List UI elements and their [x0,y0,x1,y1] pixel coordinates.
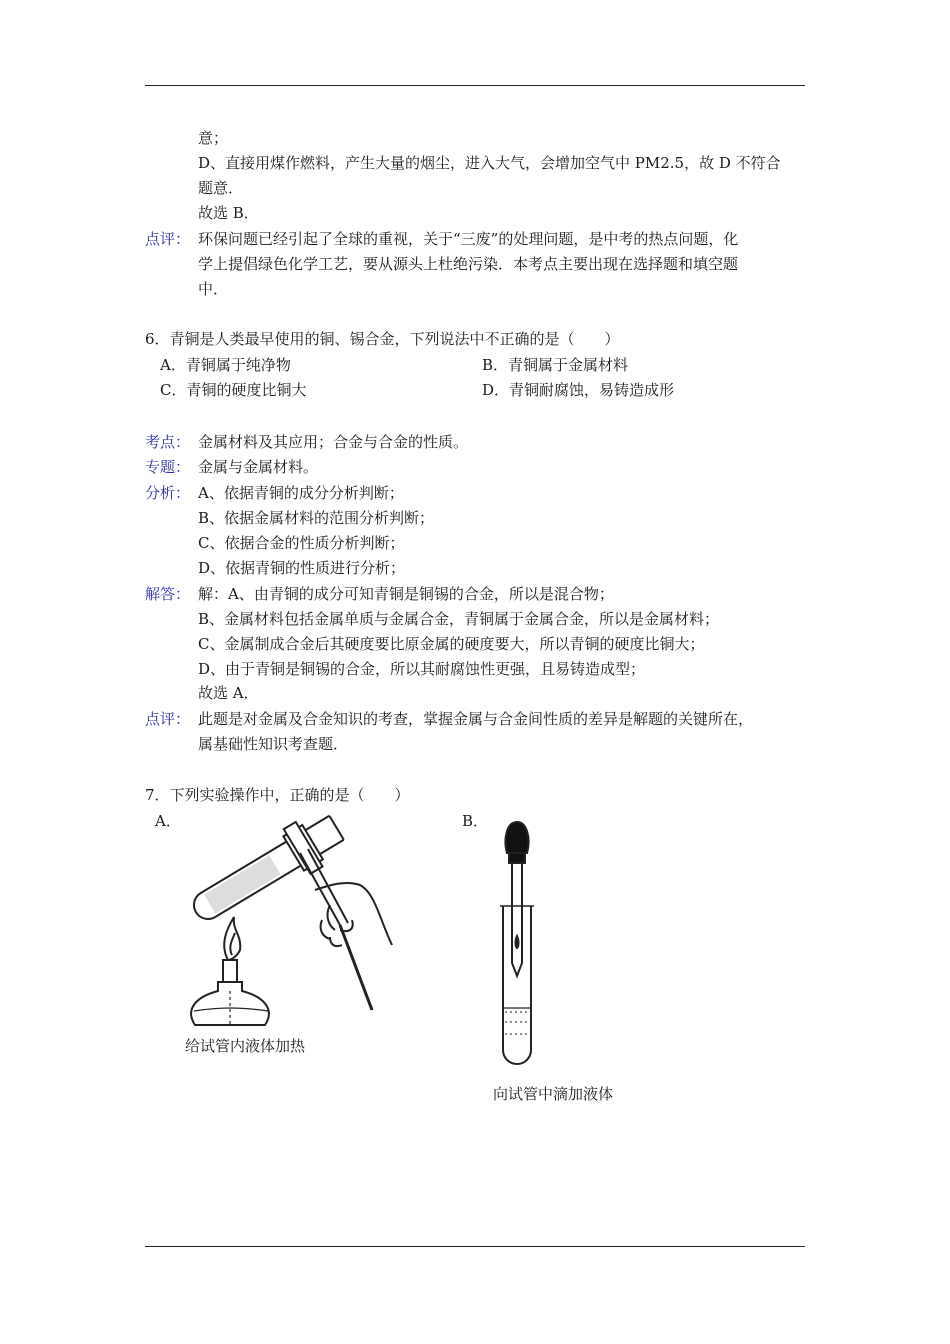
jieda-line: B、金属材料包括金属单质与金属合金，青铜属于金属合金，所以是金属材料； [198,610,720,628]
jieda-line: D、由于青铜是铜锡的合金，所以其耐腐蚀性更强，且易铸造成型； [198,660,646,678]
q5-comment-line: 中． [198,280,229,298]
q5-text-line: 意； [198,129,229,147]
kaodian-text: 金属材料及其应用；合金与合金的性质。 [198,433,469,451]
q7-option-b-caption: 向试管中滴加液体 [493,1085,614,1103]
jieda-answer: 故选 A． [198,684,259,702]
header-rule [145,85,805,86]
fenxi-line: B、依据金属材料的范围分析判断； [198,509,435,527]
q5-text-line: D、直接用煤作燃料，产生大量的烟尘，进入大气，会增加空气中 PM2.5，故 D 不符合 [198,154,781,172]
fenxi-line: A、依据青铜的成分分析判断； [198,484,404,502]
kaodian-label: 考点： [145,433,191,451]
q5-comment-line: 环保问题已经引起了全球的重视，关于“三废”的处理问题，是中考的热点问题，化 [198,230,739,248]
jieda-line: C、金属制成合金后其硬度要比原金属的硬度要大，所以青铜的硬度比铜大； [198,635,705,653]
dianping-line: 此题是对金属及合金知识的考查，掌握金属与合金间性质的差异是解题的关键所在， [198,710,754,728]
q7-option-a-caption: 给试管内液体加热 [185,1037,306,1055]
q6-option-c: C．青铜的硬度比铜大 [160,381,307,399]
q6-stem: 6．青铜是人类最早使用的铜、锡合金，下列说法中不正确的是（ ） [145,330,620,348]
fenxi-line: C、依据合金的性质分析判断； [198,534,405,552]
jieda-label: 解答： [145,585,191,603]
dropper-test-tube-icon [495,818,540,1070]
q5-comment-line: 学上提倡绿色化学工艺，要从源头上杜绝污染．本考点主要出现在选择题和填空题 [198,255,739,273]
heating-test-tube-icon [180,805,400,1030]
footer-rule [145,1246,805,1247]
zhuanti-label: 专题： [145,458,191,476]
q7-stem: 7．下列实验操作中，正确的是（ ） [145,786,410,804]
q6-option-b: B．青铜属于金属材料 [482,356,629,374]
q5-comment-label: 点评： [145,230,191,248]
q6-option-d: D．青铜耐腐蚀，易铸造成形 [482,381,675,399]
dianping-label: 点评： [145,710,191,728]
zhuanti-text: 金属与金属材料。 [198,458,319,476]
fenxi-line: D、依据青铜的性质进行分析； [198,559,406,577]
q7-option-b-label: B． [462,812,489,830]
q7-option-a-label: A． [155,812,181,830]
dianping-line: 属基础性知识考查题． [198,735,349,753]
q5-answer: 故选 B． [198,204,259,222]
q6-option-a: A．青铜属于纯净物 [160,356,291,374]
fenxi-label: 分析： [145,484,191,502]
q5-text-line: 题意． [198,179,244,197]
jieda-line: 解：A、由青铜的成分可知青铜是铜锡的合金，所以是混合物； [198,585,614,603]
